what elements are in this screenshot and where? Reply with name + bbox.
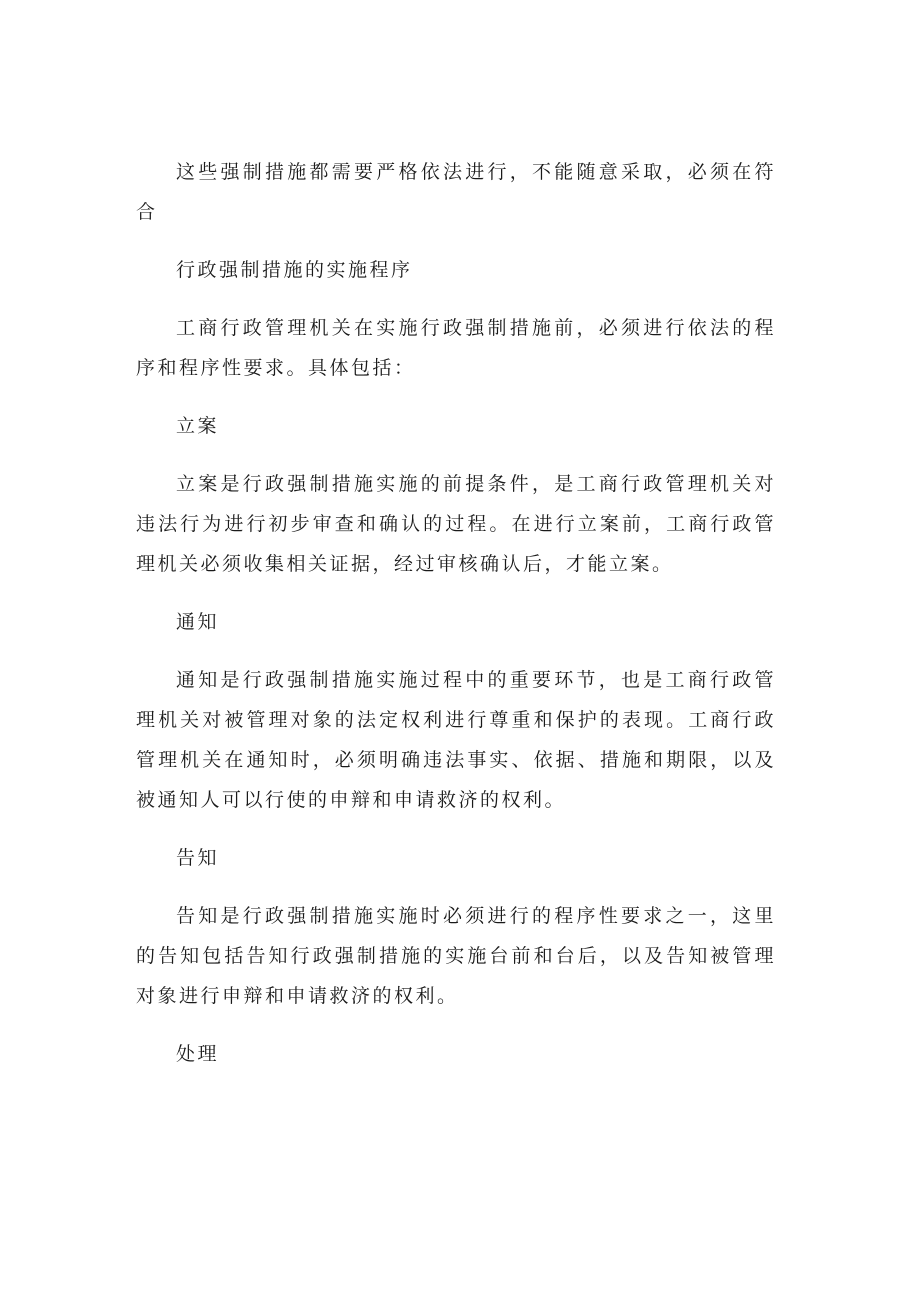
- paragraph-filing: 立案是行政强制措施实施的前提条件，是工商行政管理机关对违法行为进行初步审查和确认的过程。在进行立案前，工商行政管理机关必须收集相关证据，经过审核确认后，才能立案。: [136, 473, 776, 575]
- heading-inform: 告知: [176, 847, 220, 869]
- heading-handling: 处理: [176, 1043, 220, 1065]
- document-body: [136, 152, 776, 1092]
- paragraph-notice: 通知是行政强制措施实施过程中的重要环节，也是工商行政管理机关对被管理对象的法定权利进行尊重和保护的表现。工商行政管理机关在通知时，必须明确违法事实、依据、措施和期限，以及被通知人可以行使的申辩和申请救济的权利。: [136, 669, 776, 811]
- heading-notice: 通知: [176, 611, 220, 633]
- paragraph-procedure-intro: 工商行政管理机关在实施行政强制措施前，必须进行依法的程序和程序性要求。具体包括：: [136, 317, 776, 379]
- heading-filing: 立案: [176, 415, 220, 437]
- paragraph-inform: 告知是行政强制措施实施时必须进行的程序性要求之一，这里的告知包括告知行政强制措施的实施台前和台后，以及告知被管理对象进行申辩和申请救济的权利。: [136, 905, 776, 1007]
- paragraph-measures-lawful: 这些强制措施都需要严格依法进行，不能随意采取，必须在符合: [136, 161, 776, 223]
- heading-implementation-procedure: 行政强制措施的实施程序: [176, 259, 413, 281]
